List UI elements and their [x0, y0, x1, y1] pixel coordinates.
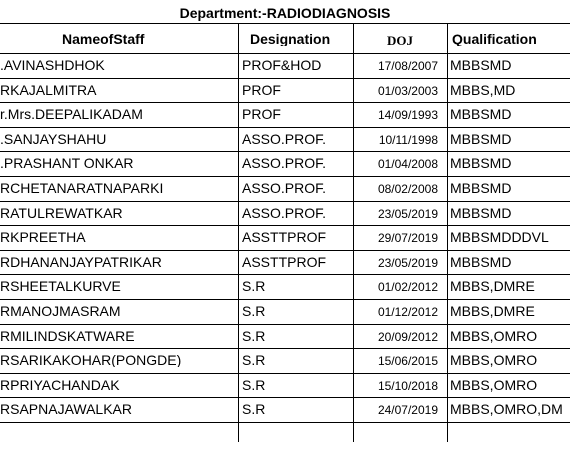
grid-line: [0, 127, 570, 128]
cell-doj: 17/08/2007: [377, 60, 438, 72]
cell-designation: PROF&HOD: [242, 58, 322, 72]
cell-designation: S.R: [242, 329, 266, 343]
cell-name: .PRASHANT ONKAR: [0, 156, 134, 170]
grid-line: [447, 23, 448, 442]
cell-designation: ASSTTPROF: [242, 255, 327, 269]
cell-designation: S.R: [242, 378, 266, 392]
cell-doj: 01/03/2003: [377, 85, 438, 97]
cell-qualification: MBBSMDDDVL: [450, 230, 549, 244]
grid-line: [0, 176, 570, 177]
cell-name: RSARIKAKOHAR(PONGDE): [0, 353, 182, 367]
grid-line: [0, 299, 570, 300]
cell-designation: S.R: [242, 304, 266, 318]
cell-name: RATULREWATKAR: [0, 206, 123, 220]
cell-name: RPRIYACHANDAK: [0, 378, 120, 392]
cell-designation: ASSO.PROF.: [242, 132, 327, 146]
cell-qualification: MBBSMD: [450, 58, 512, 72]
cell-doj: 01/04/2008: [377, 158, 438, 170]
grid-line: [0, 397, 570, 398]
cell-doj: 23/05/2019: [377, 257, 438, 269]
department-title: Department:-RADIODIAGNOSIS: [179, 5, 391, 21]
cell-name: .AVINASHDHOK: [0, 58, 105, 72]
cell-doj: 14/09/1993: [377, 109, 438, 121]
cell-name: RSHEETALKURVE: [0, 279, 121, 293]
grid-line: [0, 348, 570, 349]
cell-designation: ASSTTPROF: [242, 230, 327, 244]
cell-doj: 15/10/2018: [377, 380, 438, 392]
cell-name: RMANOJMASRAM: [0, 304, 121, 318]
cell-qualification: MBBS,DMRE: [450, 304, 535, 318]
grid-line: [0, 23, 570, 24]
header-name-of-staff: NameofStaff: [62, 32, 145, 46]
cell-qualification: MBBSMD: [450, 132, 512, 146]
cell-designation: PROF: [242, 83, 281, 97]
cell-designation: ASSO.PROF.: [242, 181, 327, 195]
cell-qualification: MBBS,DMRE: [450, 279, 535, 293]
cell-name: RKAJALMITRA: [0, 83, 97, 97]
cell-doj: 24/07/2019: [377, 404, 438, 416]
cell-designation: S.R: [242, 279, 266, 293]
grid-line: [0, 324, 570, 325]
grid-line: [0, 102, 570, 103]
cell-name: RKPREETHA: [0, 230, 86, 244]
grid-line: [0, 78, 570, 79]
cell-qualification: MBBS,MD: [450, 83, 516, 97]
cell-name: RMILINDSKATWARE: [0, 329, 135, 343]
cell-designation: PROF: [242, 107, 281, 121]
cell-designation: ASSO.PROF.: [242, 156, 327, 170]
cell-doj: 23/05/2019: [377, 208, 438, 220]
grid-line: [238, 23, 239, 442]
cell-qualification: MBBSMD: [450, 107, 512, 121]
header-doj: DOJ: [387, 34, 413, 47]
cell-designation: S.R: [242, 402, 266, 416]
cell-doj: 20/09/2012: [377, 331, 438, 343]
grid-line: [0, 151, 570, 152]
cell-doj: 01/12/2012: [377, 306, 438, 318]
cell-doj: 01/02/2012: [377, 281, 438, 293]
cell-name: .SANJAYSHAHU: [0, 132, 107, 146]
cell-designation: S.R: [242, 353, 266, 367]
cell-qualification: MBBS,OMRO,DM: [450, 402, 563, 416]
cell-doj: 15/06/2015: [377, 355, 438, 367]
grid-line: [353, 23, 354, 442]
grid-line: [0, 201, 570, 202]
cell-qualification: MBBS,OMRO: [450, 353, 538, 367]
cell-qualification: MBBSMD: [450, 255, 512, 269]
header-qualification: Qualification: [452, 32, 537, 46]
grid-line: [0, 422, 570, 423]
cell-qualification: MBBS,OMRO: [450, 378, 538, 392]
cell-designation: ASSO.PROF.: [242, 206, 327, 220]
cell-doj: 08/02/2008: [377, 183, 438, 195]
cell-name: r.Mrs.DEEPALIKADAM: [0, 107, 143, 121]
grid-line: [0, 274, 570, 275]
cell-qualification: MBBSMD: [450, 206, 512, 220]
cell-qualification: MBBS,OMRO: [450, 329, 538, 343]
grid-line: [0, 225, 570, 226]
cell-name: RDHANANJAYPATRIKAR: [0, 255, 162, 269]
grid-line: [0, 250, 570, 251]
cell-doj: 29/07/2019: [377, 232, 438, 244]
cell-doj: 10/11/1998: [378, 134, 438, 146]
header-designation: Designation: [250, 32, 331, 46]
grid-line: [0, 53, 570, 54]
cell-name: RSAPNAJAWALKAR: [0, 402, 132, 416]
grid-line: [0, 373, 570, 374]
cell-qualification: MBBSMD: [450, 181, 512, 195]
cell-qualification: MBBSMD: [450, 156, 512, 170]
cell-name: RCHETANARATNAPARKI: [0, 181, 164, 195]
